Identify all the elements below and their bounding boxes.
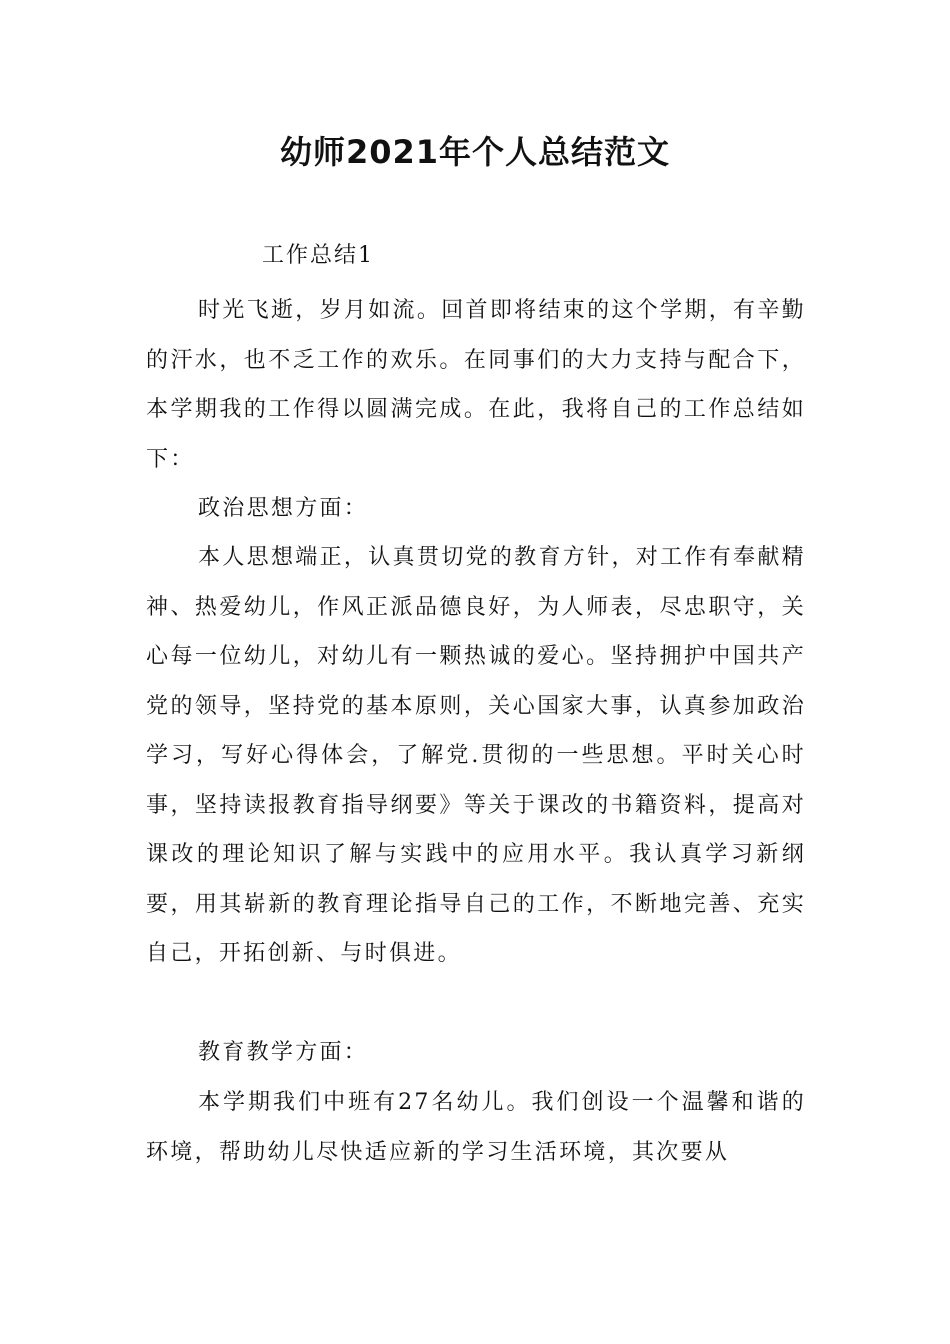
document-title: 幼师2021年个人总结范文 (279, 133, 671, 171)
section-label: 工作总结1 (262, 243, 374, 268)
paragraph-education-teaching: 本学期我们中班有27名幼儿。我们创设一个温馨和谐的环境，帮助幼儿尽快适应新的学习生活环境，其次要从 (146, 1090, 806, 1165)
subheading-political-thought: 政治思想方面： (198, 496, 369, 521)
paragraph-intro: 时光飞逝，岁月如流。回首即将结束的这个学期，有辛勤的汗水，也不乏工作的欢乐。在同事们的大力支持与配合下，本学期我的工作得以圆满完成。在此，我将自己的工作总结如下： (146, 298, 806, 472)
subheading-education-teaching: 教育教学方面： (198, 1040, 369, 1065)
paragraph-political-thought: 本人思想端正，认真贯切党的教育方针，对工作有奉献精神、热爱幼儿，作风正派品德良好，为人师表，尽忠职守，关心每一位幼儿，对幼儿有一颗热诚的爱心。坚持拥护中国共产党的领导，坚持党的基本原则，关心国家大事，认真参加政治学习，写好心得体会，了解党.贯彻的一些思想。平时关心时事，坚持读报教育指导纲要》等关于课改的书籍资料，提高对课改的理论知识了解与实践中的应用水平。我认真学习新纲要，用其崭新的教育理论指导自己的工作，不断地完善、充实自己，开拓创新、与时俱进。 (146, 545, 806, 966)
